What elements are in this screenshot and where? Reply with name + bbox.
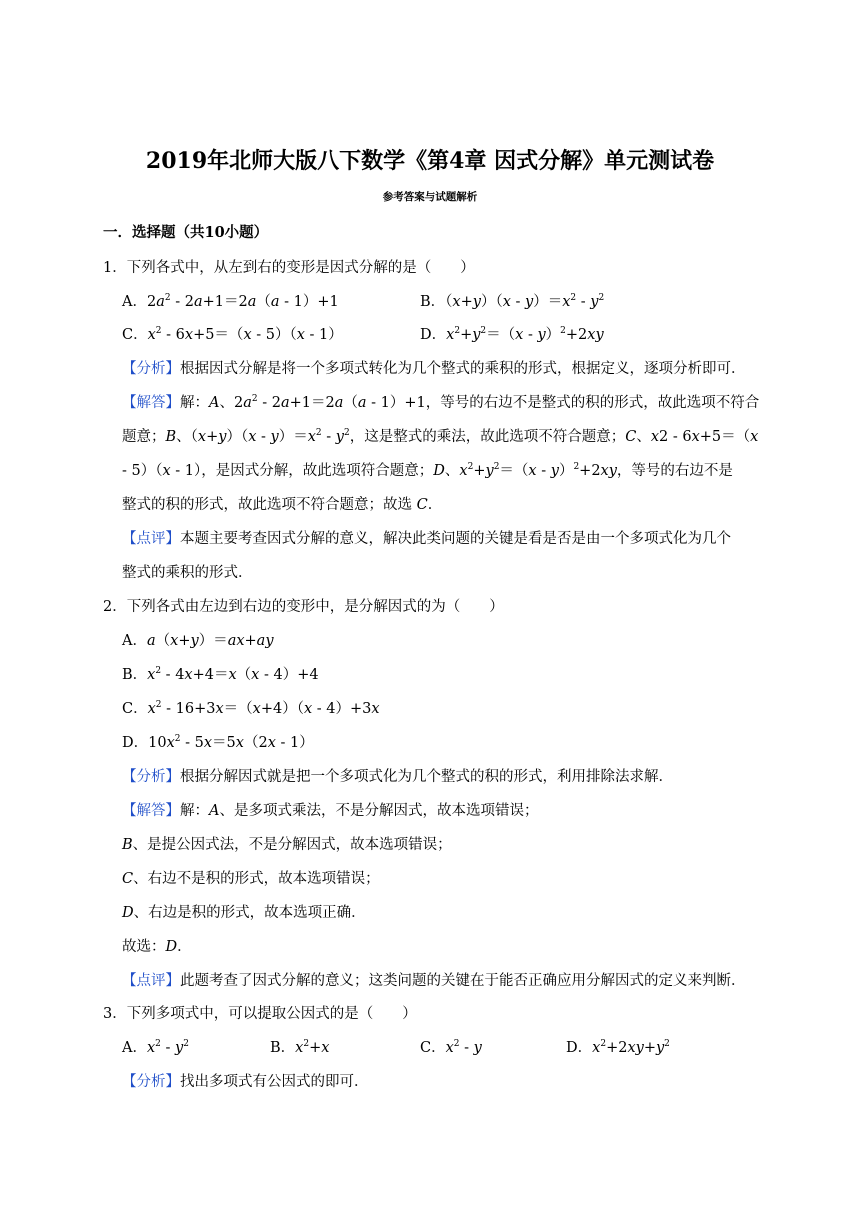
q3-option-a: A．$x^2 - y^2$ (122, 1039, 189, 1056)
q1-analysis: 【分析】根据因式分解是将一个多项式转化为几个整式的乘积的形式，根据定义，逐项分析即可． (122, 361, 746, 377)
q3-option-b: B．$x^2+x$ (270, 1039, 330, 1056)
q3-analysis: 【分析】找出多项式有公因式的即可． (122, 1074, 369, 1090)
q1-comment-line1: 【点评】本题主要考查因式分解的意义，解决此类问题的关键是看是否是由一个多项式化为几个 (122, 531, 731, 547)
q2-solution-line3: C、右边不是积的形式，故本选项错误； (122, 871, 380, 887)
section-heading: 一．选择题（共10小题） (103, 224, 269, 241)
analysis-tag: 【分析】 (122, 361, 180, 377)
q2-option-d: D．$10x^2 - 5x=5x(2x - 1)$ (122, 734, 314, 751)
q2-solution-line2: B、是提公因式法，不是分解因式，故本选项错误； (122, 837, 452, 853)
q1-solution-line3: - 5）（x - 1），是因式分解，故此选项符合题意；D、$x^2+y^2=(x - y)^2+2xy$，等号的右边不是 (122, 462, 733, 479)
q1-comment-line2: 整式的乘积的形式． (122, 565, 253, 581)
q2-option-a: A．a（x+y）＝ax+ay (122, 633, 274, 649)
q3-option-d: D．$x^2+2xy+y^2$ (566, 1039, 670, 1056)
q2-option-b: B．$x^2 - 4x+4=x(x - 4)+4$ (122, 666, 319, 683)
q2-comment: 【点评】此题考查了因式分解的意义；这类问题的关键在于能否正确应用分解因式的定义来判断． (122, 973, 746, 989)
q3-stem: 3．下列多项式中，可以提取公因式的是（ ） (103, 1006, 417, 1022)
q1-solution-line1: 【解答】解：A、$2a^2 - 2a+1=2a(a - 1)+1$，等号的右边不是整式的积的形式，故此选项不符合 (122, 394, 760, 411)
q2-solution-line1: 【解答】解：A、是多项式乘法，不是分解因式，故本选项错误； (122, 803, 539, 819)
q1-option-c: C．$x^2 - 6x+5=(x - 5)(x - 1)$ (122, 326, 343, 343)
comment-tag: 【点评】 (122, 531, 180, 547)
q1-solution-line4: 整式的积的形式，故此选项不符合题意；故选 C． (122, 497, 443, 513)
q2-solution-line5: 故选：D． (122, 939, 192, 955)
page-title: 2019年北师大版八下数学《第4章 因式分解》单元测试卷 (145, 148, 715, 174)
q1-solution-line2: 题意；B、$(x+y)(x - y)=x^2 - y^2$，这是整式的乘法，故此选项不符合题意；C、x2 - 6x+5＝（x (122, 428, 759, 445)
q1-option-a: A．$2a^2 - 2a+1=2a(a - 1)+1$ (122, 293, 339, 310)
q2-stem: 2．下列各式由左边到右边的变形中，是分解因式的为（ ） (103, 599, 504, 615)
q1-option-d: D．$x^2+y^2=(x - y)^2+2xy$ (420, 326, 604, 343)
solution-tag: 【解答】 (122, 395, 180, 411)
q2-analysis: 【分析】根据分解因式就是把一个多项式化为几个整式的积的形式，利用排除法求解． (122, 769, 673, 785)
q2-option-c: C．$x^2 - 16+3x=(x+4)(x - 4)+3x$ (122, 700, 380, 717)
q1-option-b: B．$(x+y)(x - y)=x^2 - y^2$ (420, 293, 605, 310)
page-subtitle: 参考答案与试题解析 (382, 191, 478, 203)
q3-option-c: C．$x^2$ - y (420, 1039, 482, 1056)
q1-stem: 1．下列各式中，从左到右的变形是因式分解的是（ ） (103, 260, 475, 276)
q2-solution-line4: D、右边是积的形式，故本选项正确． (122, 905, 366, 921)
